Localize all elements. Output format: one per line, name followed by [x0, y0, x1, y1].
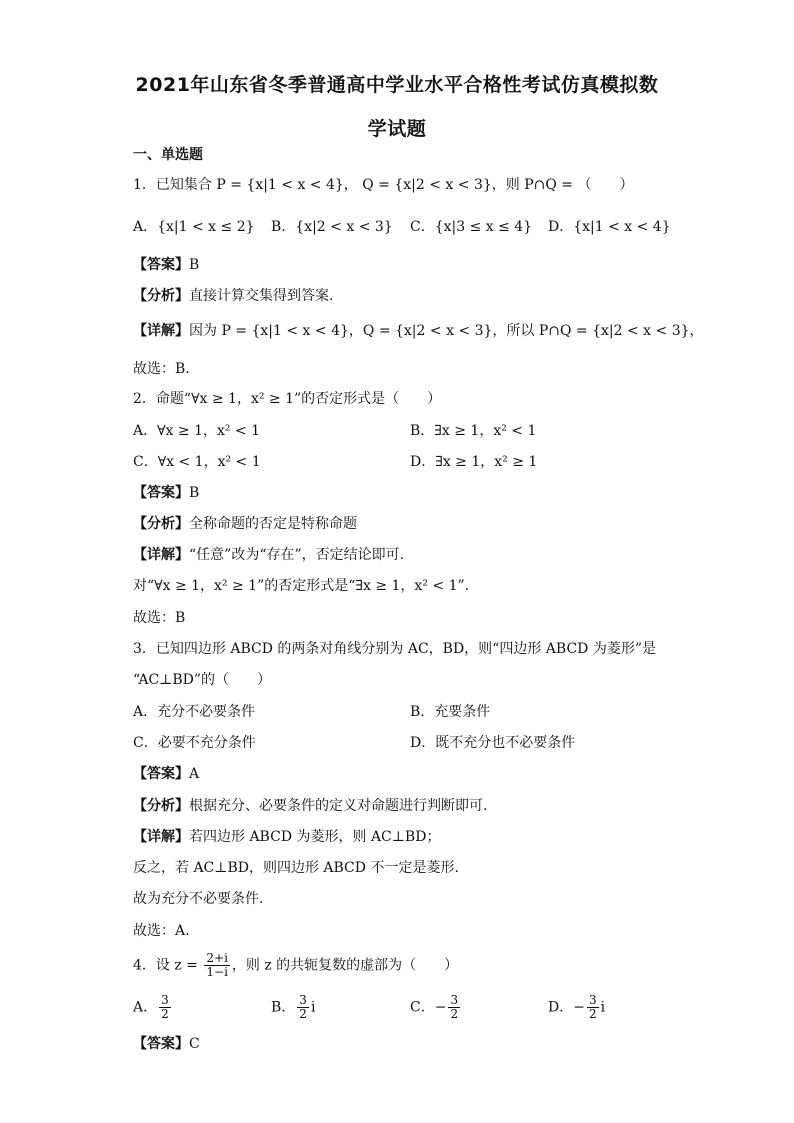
q1-detail	[133, 322, 704, 340]
frac-den: 2	[161, 1007, 169, 1021]
q4-option-b	[271, 994, 315, 1021]
q2-answer	[133, 484, 199, 502]
q3-option-d: D．既不充分也不必要条件	[410, 735, 576, 751]
q4-option-d	[548, 994, 605, 1021]
q4-stem	[133, 952, 458, 979]
analysis-text: 根据充分、必要条件的定义对命题进行判断即可.	[189, 798, 488, 814]
answer-value: B	[189, 257, 200, 273]
detail-text: 因为 P = {x|1 < x < 4}，Q = {x|2 < x < 3}，所以 P∩Q = {x|2 < x < 3}，	[189, 323, 704, 339]
q2-choose: 故选：B	[133, 610, 186, 626]
q4-option-a-frac	[159, 994, 171, 1021]
q2-detail-2: 对“∀x ≥ 1，x² ≥ 1”的否定形式是“∃x ≥ 1，x² < 1”.	[133, 578, 470, 594]
detail-text: “任意”改为“存在”，否定结论即可.	[189, 547, 405, 563]
answer-value: A	[189, 766, 200, 782]
q3-detail	[133, 828, 440, 846]
q1-choose: 故选：B.	[133, 361, 190, 377]
q4-option-a-label: A．	[133, 999, 158, 1016]
q1-option-d: D．{x|1 < x < 4}	[548, 219, 671, 235]
q3-stem-line-2: “AC⊥BD”的（ ）	[133, 672, 272, 688]
q3-detail-2: 反之，若 AC⊥BD，则四边形 ABCD 不一定是菱形.	[133, 860, 459, 876]
q4-option-b-label: B．	[271, 999, 296, 1016]
title-line-1: 2021年山东省冬季普通高中学业水平合格性考试仿真模拟数	[135, 74, 659, 96]
q1-option-c: C．{x|3 ≤ x ≤ 4}	[410, 219, 533, 235]
analysis-tag: 【分析】	[133, 516, 189, 532]
answer-value: C	[189, 1036, 200, 1052]
answer-tag: 【答案】	[133, 1036, 189, 1052]
title-line-2: 学试题	[367, 118, 427, 140]
q3-choose: 故选：A.	[133, 923, 190, 939]
q4-fraction	[204, 952, 230, 979]
q1-option-a: A．{x|1 < x ≤ 2}	[133, 219, 255, 235]
q1-answer	[133, 256, 199, 274]
q2-option-d: D．∃x ≥ 1，x² ≥ 1	[410, 454, 538, 470]
detail-tag: 【详解】	[133, 323, 189, 339]
frac-den: 2	[588, 1007, 597, 1021]
q1-stem: 1．已知集合 P = {x|1 < x < 4}， Q = {x|2 < x < 3}，则 P∩Q = （ ）	[133, 177, 634, 193]
q4-stem-pre: 4．设 z =	[133, 957, 198, 974]
analysis-tag: 【分析】	[133, 798, 189, 814]
q2-option-b: B．∃x ≥ 1，x² < 1	[410, 423, 537, 439]
q4-fraction-num: 2+i	[206, 951, 228, 965]
q4-option-b-frac	[297, 994, 309, 1021]
q1-analysis	[133, 287, 333, 305]
q2-detail	[133, 546, 404, 564]
imag-unit: i	[310, 999, 316, 1016]
q3-analysis	[133, 797, 487, 815]
q2-analysis	[133, 515, 357, 533]
q4-fraction-den: 1−i	[206, 965, 228, 979]
detail-tag: 【详解】	[133, 547, 189, 563]
answer-tag: 【答案】	[133, 766, 189, 782]
detail-text: 若四边形 ABCD 为菱形，则 AC⊥BD；	[189, 829, 441, 845]
q4-stem-post: ，则 z 的共轭复数的虚部为（ ）	[231, 957, 459, 974]
detail-tag: 【详解】	[133, 829, 189, 845]
q1-option-b: B．{x|2 < x < 3}	[271, 219, 393, 235]
analysis-text: 直接计算交集得到答案.	[189, 288, 334, 304]
frac-num: 3	[299, 993, 307, 1007]
frac-den: 2	[299, 1007, 307, 1021]
frac-num: 3	[588, 993, 597, 1007]
analysis-text: 全称命题的否定是特称命题	[189, 516, 357, 532]
q3-option-c: C．必要不充分条件	[133, 735, 256, 751]
q4-option-c	[410, 994, 462, 1021]
q4-option-c-frac	[448, 994, 460, 1021]
q2-stem: 2．命题“∀x ≥ 1，x² ≥ 1”的否定形式是（ ）	[133, 391, 442, 407]
q4-option-c-label: C．−	[410, 999, 447, 1016]
section-heading: 一、单选题	[133, 147, 203, 163]
q3-option-a: A．充分不必要条件	[133, 704, 256, 720]
q3-option-b: B．充要条件	[410, 704, 491, 720]
frac-den: 2	[450, 1007, 459, 1021]
q4-option-a	[133, 994, 173, 1021]
answer-tag: 【答案】	[133, 485, 189, 501]
q3-stem-line-1: 3．已知四边形 ABCD 的两条对角线分别为 AC，BD，则“四边形 ABCD 为菱形”是	[133, 641, 656, 657]
frac-num: 3	[450, 993, 459, 1007]
analysis-tag: 【分析】	[133, 288, 189, 304]
answer-tag: 【答案】	[133, 257, 189, 273]
q4-option-d-frac	[587, 994, 599, 1021]
imag-unit: i	[600, 999, 606, 1016]
q4-answer	[133, 1035, 200, 1053]
answer-value: B	[189, 485, 200, 501]
q3-detail-3: 故为充分不必要条件.	[133, 891, 264, 907]
q2-option-c: C．∀x < 1，x² < 1	[133, 454, 261, 470]
q4-option-d-label: D．−	[548, 999, 585, 1016]
frac-num: 3	[161, 993, 169, 1007]
q2-option-a: A．∀x ≥ 1，x² < 1	[133, 423, 261, 439]
q3-answer	[133, 765, 199, 783]
